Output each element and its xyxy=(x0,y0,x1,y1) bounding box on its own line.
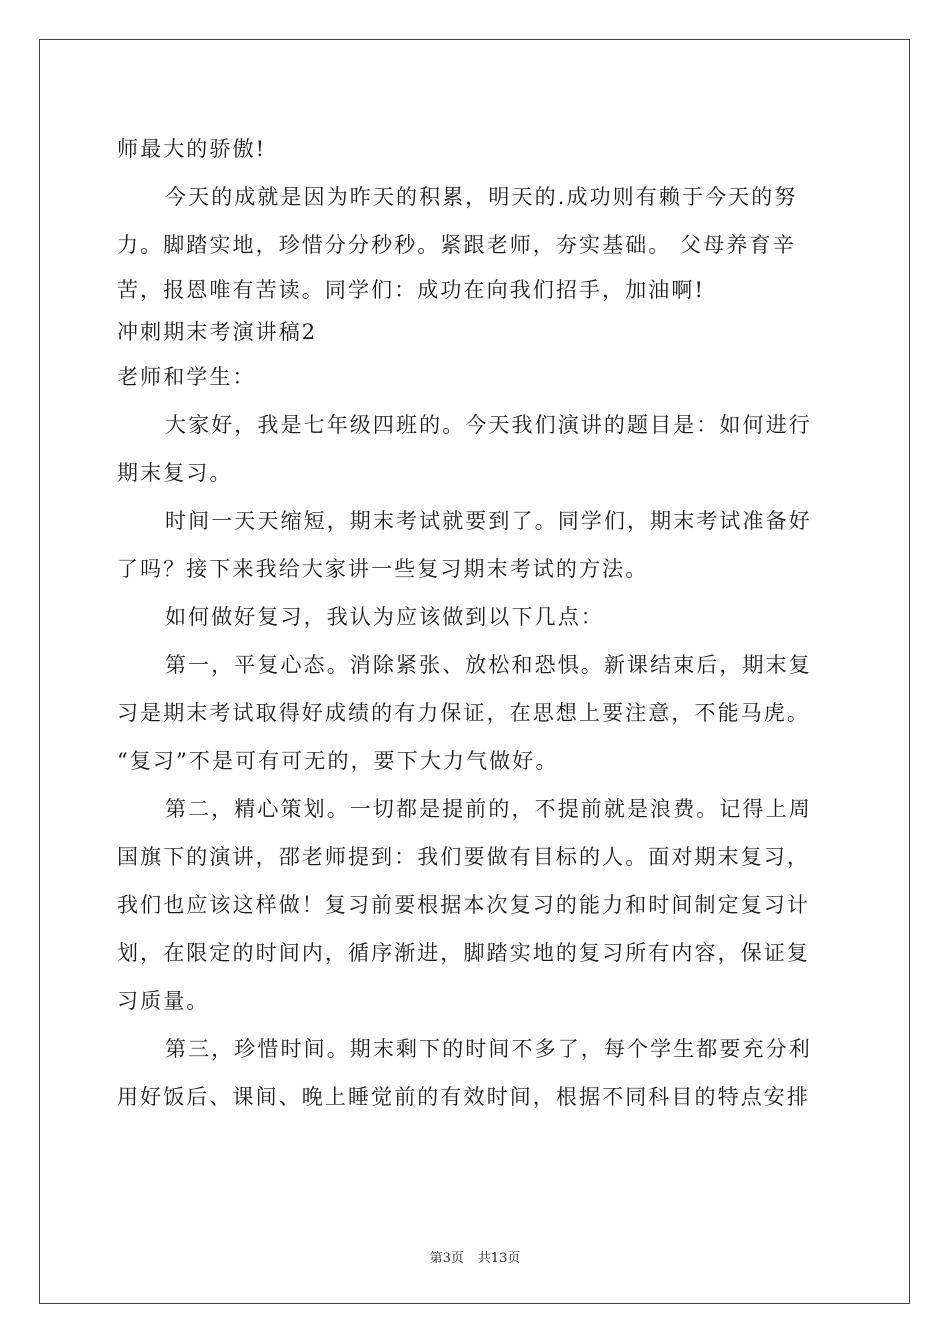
text-line: 我们也应该这样做！复习前要根据本次复习的能力和时间制定复习计 xyxy=(117,893,810,917)
text-line: 第三，珍惜时间。期末剩下的时间不多了，每个学生都要充分利 xyxy=(165,1037,812,1061)
text-line: 第一，平复心态。消除紧张、放松和恐惧。新课结束后，期末复 xyxy=(165,653,812,677)
text-line: 今天的成就是因为昨天的积累，明天的.成功则有赖于今天的努 xyxy=(165,185,798,209)
text-line: 力。脚踏实地，珍惜分分秒秒。紧跟老师，夯实基础。 父母养育辛 xyxy=(117,233,796,257)
text-line: 第二，精心策划。一切都是提前的，不提前就是浪费。记得上周 xyxy=(165,797,812,821)
text-line: 大家好，我是七年级四班的。今天我们演讲的题目是：如何进行 xyxy=(165,413,812,437)
text-line: 期末复习。 xyxy=(117,461,233,485)
text-line: 时间一天天缩短，期末考试就要到了。同学们，期末考试准备好 xyxy=(165,509,812,533)
text-line: 了吗？接下来我给大家讲一些复习期末考试的方法。 xyxy=(117,557,649,581)
text-line: 习质量。 xyxy=(117,989,210,1013)
document-body xyxy=(117,125,832,1121)
text-line: “复习”不是可有可无的，要下大力气做好。 xyxy=(117,749,559,773)
text-line: 划，在限定的时间内，循序渐进，脚踏实地的复习所有内容，保证复 xyxy=(117,941,810,965)
section-heading: 冲刺期末考演讲稿2 xyxy=(117,320,318,344)
current-page-number: 第3页 xyxy=(429,1251,464,1266)
text-line: 师最大的骄傲! xyxy=(117,137,267,161)
page-footer xyxy=(0,1247,950,1266)
text-line: 国旗下的演讲，邵老师提到：我们要做有目标的人。面对期末复习， xyxy=(117,845,810,869)
text-line: 如何做好复习，我认为应该做到以下几点： xyxy=(165,605,604,629)
text-line: 苦，报恩唯有苦读。同学们：成功在向我们招手，加油啊! xyxy=(117,278,706,302)
text-line: 习是期末考试取得好成绩的有力保证，在思想上要注意，不能马虎。 xyxy=(117,701,810,725)
total-pages: 共13页 xyxy=(477,1251,521,1266)
salutation: 老师和学生： xyxy=(117,365,256,389)
text-line: 用好饭后、课间、晚上睡觉前的有效时间，根据不同科目的特点安排 xyxy=(117,1085,810,1109)
